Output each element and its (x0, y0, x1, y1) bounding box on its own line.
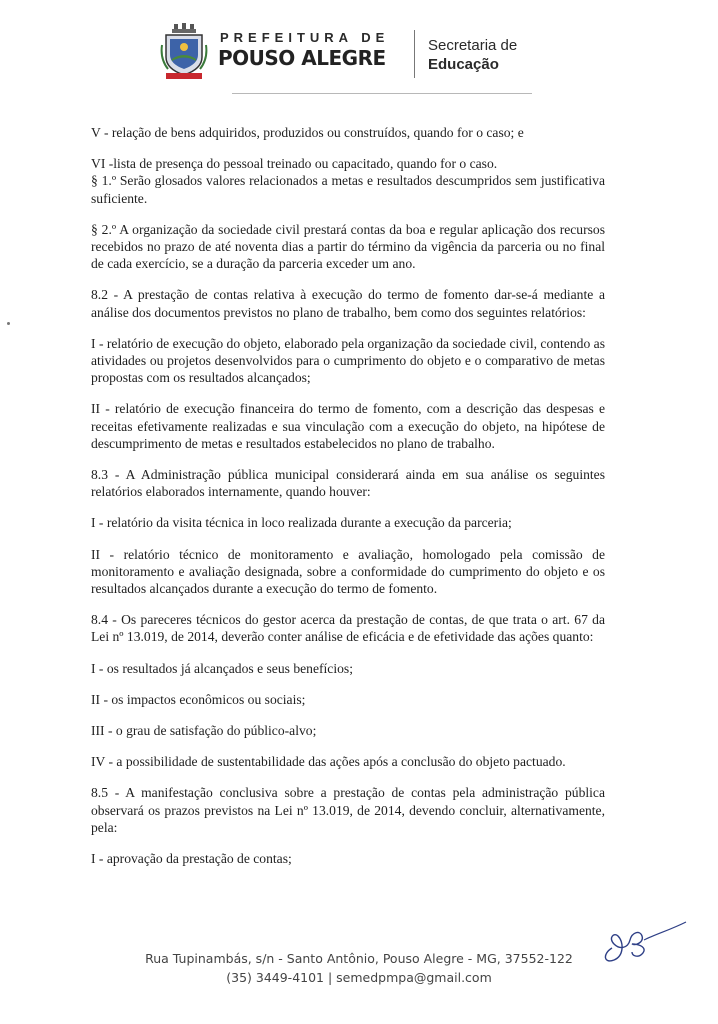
prefeitura-label: PREFEITURA DE (220, 30, 390, 45)
paragraph-8-2-ii: II - relatório de execução financeira do termo de fomento, com a descrição das despesas e receitas efetivamente realizadas e sua vinculação com a execução do objeto, na hipótese de descumprimento de metas e resultados estabelecidos no plano de trabalho. (91, 401, 605, 451)
paragraph-8-2: 8.2 - A prestação de contas relativa à execução do termo de fomento dar-se-á mediante a análise dos documentos previstos no plano de trabalho, bem como dos seguintes relatórios: (91, 287, 605, 320)
document-body (91, 124, 605, 881)
letterhead (0, 0, 718, 96)
paragraph-item-v: V - relação de bens adquiridos, produzidos ou construídos, quando for o caso; e (91, 125, 524, 140)
margin-speck (7, 322, 10, 325)
paragraph-section-1: § 1.º Serão glosados valores relacionados a metas e resultados descumpridos sem justificativa suficiente. (91, 173, 605, 206)
city-name: POUSO ALEGRE (218, 46, 386, 70)
paragraph-8-4-i: I - os resultados já alcançados e seus benefícios; (91, 660, 353, 676)
paragraph-8-5-i: I - aprovação da prestação de contas; (91, 851, 292, 867)
footer-contact: (35) 3449-4101 | semedpmpa@gmail.com (226, 970, 492, 985)
paragraph-8-5: 8.5 - A manifestação conclusiva sobre a prestação de contas pela administração pública observará os prazos previstos na Lei nº 13.019, de 2014, devendo concluir, alternativamente, pela: (91, 785, 605, 835)
paragraph-8-4-iii: III - o grau de satisfação do público-alvo; (91, 723, 317, 739)
paragraph-8-4-iv: IV - a possibilidade de sustentabilidade das ações após a conclusão do objeto pactuado. (91, 754, 566, 770)
paragraph-section-2: § 2.º A organização da sociedade civil prestará contas da boa e regular aplicação dos recursos recebidos no prazo de até noventa dias a partir do término da vigência da parceria ou no final de cada exercício, se a duração da parceria exceder um ano. (91, 221, 605, 272)
paragraph-8-3-i: I - relatório da visita técnica in loco realizada durante a execução da parceria; (91, 515, 512, 531)
header-divider (414, 30, 415, 78)
paragraph-8-3: 8.3 - A Administração pública municipal considerará ainda em sua análise os seguintes relatórios elaborados internamente, quando houver: (91, 467, 605, 500)
header-rule (232, 93, 532, 94)
department-line-2: Educação (428, 56, 499, 73)
paragraph-8-4: 8.4 - Os pareceres técnicos do gestor acerca da prestação de contas, de que trata o art. 67 da Lei nº 13.019, de 2014, deverão conter análise de eficácia e de efetividade das ações quanto: (91, 612, 605, 645)
municipal-coat-of-arms-icon (160, 23, 208, 81)
paragraph-8-2-i: I - relatório de execução do objeto, elaborado pela organização da sociedade civil, contendo as atividades ou projetos desenvolvidos para o cumprimento do objeto e o comparativo de metas propostas com os resultados alcançados; (91, 335, 605, 386)
footer-address: Rua Tupinambás, s/n - Santo Antônio, Pouso Alegre - MG, 37552-122 (145, 951, 573, 966)
paragraph-item-vi: VI -lista de presença do pessoal treinado ou capacitado, quando for o caso. (91, 156, 498, 172)
department-line-1: Secretaria de (428, 37, 518, 54)
paragraph-8-4-ii: II - os impactos econômicos ou sociais; (91, 691, 306, 707)
paragraph-8-3-ii: II - relatório técnico de monitoramento e avaliação, homologado pela comissão de monitoramento e avaliação designada, sobre a conformidade do cumprimento do objeto e os resultados alcançados durante a execução do termo de fomento. (91, 546, 605, 597)
